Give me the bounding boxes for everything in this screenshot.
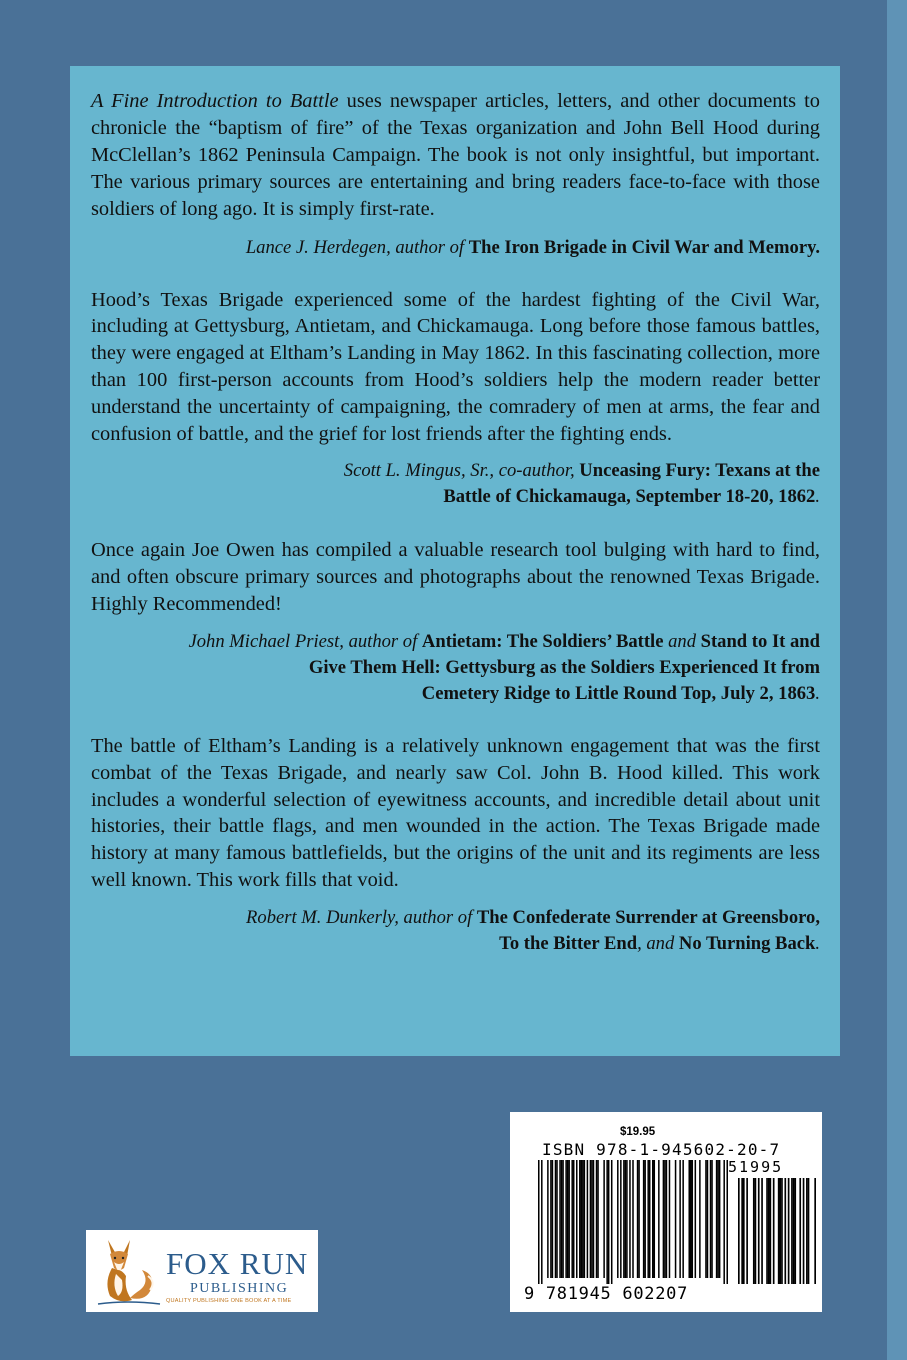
barcode-bar xyxy=(658,1160,660,1278)
review-4-and: , and xyxy=(637,933,679,955)
barcode-bar xyxy=(688,1160,690,1278)
barcode-bar xyxy=(766,1178,768,1284)
barcode-bar xyxy=(637,1160,639,1278)
barcode-bar xyxy=(781,1178,783,1284)
barcode-bar xyxy=(726,1160,728,1284)
review-1-author: Lance J. Herdegen, author of xyxy=(245,236,469,258)
review-3-text: Once again Joe Owen has compiled a valuable research tool bulging with hard to find, and often obscure primary sources and photographs about the renowned Texas Brigade. Highly Recommended! xyxy=(91,538,820,615)
barcode-bar xyxy=(632,1160,634,1278)
review-4-text: The battle of Eltham’s Landing is a relatively unknown engagement that was the first combat of the Texas Brigade, and nearly saw Col. John B. Hood killed. This work includes a wonderful selection of eyewitness accounts, and incredible detail about unit histories, their battle flags, and men wounded in the action. The Texas Brigade made history at many famous battlefields, but the origins of the unit and its regiments are less well known. This work fills that void. xyxy=(91,734,820,892)
barcode-bar xyxy=(794,1178,796,1284)
barcode-bar xyxy=(571,1160,573,1278)
barcode-bar xyxy=(617,1160,619,1278)
barcode-bar xyxy=(620,1160,622,1278)
barcode-bar xyxy=(768,1178,770,1284)
barcode-bar xyxy=(806,1178,808,1284)
review-3-book2-line2: Give Them Hell: Gettysburg as the Soldiers Experienced It from xyxy=(308,656,820,678)
barcode-bar xyxy=(552,1160,554,1278)
barcode-bar xyxy=(784,1178,786,1284)
barcode-bar xyxy=(692,1160,694,1278)
barcode-bar xyxy=(644,1160,646,1278)
barcode-bar xyxy=(695,1160,697,1278)
barcode-bar xyxy=(654,1160,656,1278)
barcode-bar xyxy=(758,1178,760,1284)
barcode-bar xyxy=(649,1160,651,1278)
barcode-bar xyxy=(710,1160,712,1278)
barcode-bar xyxy=(581,1160,583,1278)
barcode-bar xyxy=(547,1160,549,1278)
barcode-bar xyxy=(556,1160,558,1278)
barcode-bar xyxy=(793,1178,795,1284)
review-1-body: uses newspaper articles, letters, and other documents to chronicle the “baptism of fire” of the Texas organization and John Bell Hood during McClellan’s 1862 Peninsula Campaign. The book is not only insightful, but important. The various primary sources are entertaining and bring readers face-to-face with those soldiers of long ago. It is simply first-rate. xyxy=(91,90,821,220)
barcode-bar xyxy=(652,1160,654,1278)
blurb-panel xyxy=(70,66,840,1056)
barcode-bar xyxy=(579,1160,581,1278)
barcode-bar xyxy=(587,1160,589,1278)
barcode-bar xyxy=(803,1178,805,1284)
barcode-bar xyxy=(779,1178,781,1284)
barcode-bar xyxy=(791,1178,793,1284)
review-4-book1: The Confederate Surrender at Greensboro, xyxy=(476,907,820,929)
barcode-bar xyxy=(576,1160,578,1278)
barcode-bar xyxy=(550,1160,552,1278)
barcode-bar xyxy=(711,1160,713,1278)
review-4-attribution xyxy=(91,905,820,957)
barcode-bar xyxy=(707,1160,709,1278)
review-3-author: John Michael Priest, author of xyxy=(188,630,422,652)
barcode-bar xyxy=(562,1160,564,1278)
barcode-bar xyxy=(741,1178,743,1284)
barcode-bar xyxy=(596,1160,598,1278)
review-3-end: . xyxy=(815,682,820,704)
barcode-bar xyxy=(573,1160,575,1278)
barcode-bar xyxy=(538,1160,540,1284)
spine-strip xyxy=(887,0,907,1360)
isbn-text: ISBN 978-1-945602-20-7 xyxy=(542,1140,781,1159)
review-2-attribution xyxy=(91,458,820,510)
barcode-bar xyxy=(675,1160,677,1278)
review-4-end: . xyxy=(815,933,820,955)
review-4-author: Robert M. Dunkerly, author of xyxy=(246,907,477,929)
review-3-book2-line1: Stand to It and xyxy=(700,630,820,652)
review-1-book: The Iron Brigade in Civil War and Memory. xyxy=(468,236,820,258)
barcode-bar xyxy=(559,1160,561,1278)
barcode-bar xyxy=(611,1160,613,1284)
barcode-bar xyxy=(561,1160,563,1278)
barcode-bar xyxy=(555,1160,557,1278)
publisher-logo xyxy=(86,1230,318,1312)
ean-digits: 9 781945 602207 xyxy=(524,1284,689,1304)
review-3-and: and xyxy=(663,630,701,652)
review-3-book2-line3: Cemetery Ridge to Little Round Top, July 2, 1863 xyxy=(421,682,816,704)
barcode-bar xyxy=(664,1160,666,1278)
barcode-bar xyxy=(625,1160,627,1278)
barcode-bar xyxy=(591,1160,593,1278)
ean-bars xyxy=(538,1160,728,1284)
review-2-author: Scott L. Mingus, Sr., co-author, xyxy=(343,459,580,481)
barcode-bar xyxy=(773,1178,775,1284)
barcode-bar xyxy=(799,1178,801,1284)
barcode-bar xyxy=(565,1160,567,1278)
review-1-text xyxy=(91,88,820,223)
barcode-bar xyxy=(541,1160,543,1284)
barcode-bar xyxy=(669,1160,671,1278)
barcode-bar xyxy=(629,1160,631,1278)
barcode-bar xyxy=(584,1160,586,1278)
barcode-bar xyxy=(743,1178,745,1284)
barcode-bar xyxy=(738,1178,740,1284)
barcode-bar xyxy=(666,1160,668,1278)
barcode-bar xyxy=(682,1160,684,1278)
barcode-bar xyxy=(623,1160,625,1278)
barcode-bar xyxy=(788,1178,790,1284)
barcode-bar xyxy=(778,1178,780,1284)
barcode-bar xyxy=(597,1160,599,1278)
publisher-name: FOX RUN xyxy=(166,1246,309,1281)
addon-bars xyxy=(738,1178,816,1284)
barcode-bar xyxy=(770,1178,772,1284)
review-2-book-line2: Battle of Chickamauga, September 18-20, 1862 xyxy=(443,485,816,507)
barcode-bar xyxy=(626,1160,628,1278)
barcode-bar xyxy=(606,1160,608,1284)
publisher-sub: PUBLISHING xyxy=(190,1281,289,1296)
review-2-book-line1: Unceasing Fury: Texans at the xyxy=(579,459,820,481)
barcode-bar xyxy=(699,1160,701,1278)
review-3-book1: Antietam: The Soldiers’ Battle xyxy=(421,630,664,652)
price-label: $19.95 xyxy=(620,1126,656,1138)
barcode-graphic xyxy=(510,1112,822,1312)
barcode-box xyxy=(510,1112,822,1312)
fox-icon xyxy=(90,1230,168,1312)
barcode-bar xyxy=(814,1178,816,1284)
barcode-bar xyxy=(567,1160,569,1278)
book-title: A Fine Introduction to Battle xyxy=(91,90,339,112)
review-1-attribution xyxy=(91,235,820,261)
addon-digits: 51995 xyxy=(728,1158,784,1176)
review-2-end: . xyxy=(815,485,820,507)
barcode-bar xyxy=(643,1160,645,1278)
barcode-bar xyxy=(808,1178,810,1284)
barcode-bar xyxy=(590,1160,592,1278)
barcode-bar xyxy=(679,1160,681,1278)
publisher-tagline: QUALITY PUBLISHING ONE BOOK AT A TIME xyxy=(166,1298,292,1304)
barcode-bar xyxy=(716,1160,718,1278)
review-3-attribution xyxy=(91,629,820,707)
barcode-bar xyxy=(719,1160,721,1278)
barcode-bar xyxy=(603,1160,605,1278)
barcode-bar xyxy=(746,1178,748,1284)
barcode-bar xyxy=(663,1160,665,1278)
barcode-bar xyxy=(638,1160,640,1278)
barcode-bar xyxy=(761,1178,763,1284)
barcode-bar xyxy=(647,1160,649,1278)
barcode-bar xyxy=(690,1160,692,1278)
review-4-book3: No Turning Back xyxy=(678,933,816,955)
review-2-text: Hood’s Texas Brigade experienced some of the hardest fighting of the Civil War, including at Gettysburg, Antietam, and Chickamauga. Long before those famous battles, they were engaged at Eltham’s Landing in May 1862. In this fascinating collection, more than 100 first-person accounts from Hood’s soldiers help the modern reader better understand the uncertainty of campaigning, the comradery of men at arms, the fear and confusion of battle, and the grief for lost friends after the fighting ends. xyxy=(91,288,820,446)
barcode-bar xyxy=(723,1160,725,1284)
barcode-bar xyxy=(593,1160,595,1278)
barcode-bar xyxy=(705,1160,707,1278)
barcode-bar xyxy=(753,1178,755,1284)
barcode-bar xyxy=(582,1160,584,1278)
barcode-bar xyxy=(717,1160,719,1278)
review-4-book2: To the Bitter End xyxy=(499,933,638,955)
barcode-bar xyxy=(608,1160,610,1284)
barcode-bar xyxy=(568,1160,570,1278)
barcode-bar xyxy=(755,1178,757,1284)
